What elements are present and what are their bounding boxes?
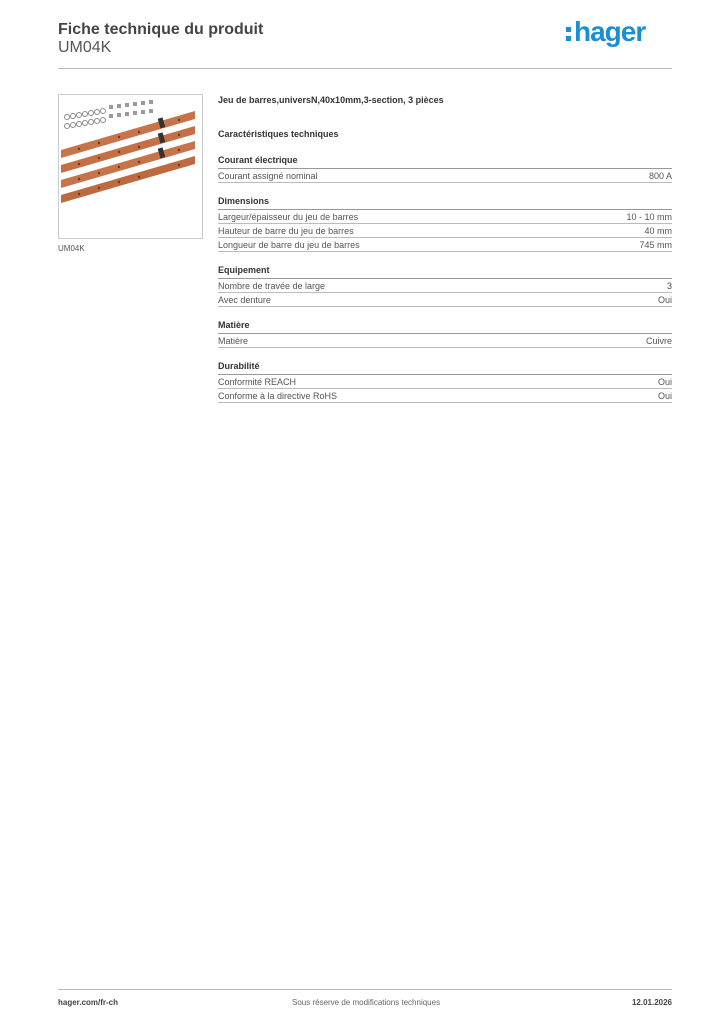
- footer-divider: [58, 989, 672, 990]
- footer-date: 12.01.2026: [631, 998, 672, 1007]
- spec-value: 745 mm: [639, 240, 672, 250]
- spec-label: Longueur de barre du jeu de barres: [218, 240, 360, 250]
- spec-section-dimensions: [218, 196, 672, 252]
- section-title: Durabilité: [218, 361, 672, 375]
- spec-row: [218, 375, 672, 389]
- spec-label: Hauteur de barre du jeu de barres: [218, 226, 354, 236]
- spec-row: [218, 169, 672, 183]
- image-caption: UM04K: [58, 244, 85, 253]
- spec-content: [218, 95, 672, 403]
- spec-value: 3: [666, 281, 672, 291]
- spec-label: Avec denture: [218, 295, 271, 305]
- hager-logo: [566, 15, 645, 49]
- spec-label: Largeur/épaisseur du jeu de barres: [218, 212, 359, 222]
- header-divider: [58, 68, 672, 69]
- section-title: Equipement: [218, 265, 672, 279]
- footer-disclaimer: Sous réserve de modifications techniques: [292, 998, 441, 1007]
- spec-value: Cuivre: [645, 336, 672, 346]
- spec-value: 40 mm: [644, 226, 672, 236]
- spec-label: Courant assigné nominal: [218, 171, 318, 181]
- spec-row: [218, 238, 672, 252]
- spec-row: [218, 224, 672, 238]
- product-description: Jeu de barres,universN,40x10mm,3-section, 3 pièces: [218, 95, 444, 105]
- spec-value: Oui: [657, 295, 672, 305]
- spec-section-matiere: [218, 320, 672, 348]
- spec-row: [218, 389, 672, 403]
- specs-title: Caractéristiques techniques: [218, 129, 339, 139]
- spec-value: 800 A: [648, 171, 672, 181]
- copper-busbar-image: [59, 95, 202, 238]
- spec-row: [218, 210, 672, 224]
- section-title: Courant électrique: [218, 155, 672, 169]
- product-image: [58, 94, 203, 239]
- section-title: Dimensions: [218, 196, 672, 210]
- logo-text: hager: [574, 16, 646, 47]
- header-title: Fiche technique du produit: [58, 21, 264, 38]
- spec-label: Conformité REACH: [218, 377, 297, 387]
- spec-row: [218, 279, 672, 293]
- header-product-code: UM04K: [58, 39, 112, 56]
- spec-value: Oui: [657, 377, 672, 387]
- logo-dots-icon: [566, 24, 572, 44]
- spec-row: [218, 334, 672, 348]
- spec-label: Conforme à la directive RoHS: [218, 391, 338, 401]
- spec-row: [218, 293, 672, 307]
- spec-value: Oui: [657, 391, 672, 401]
- footer-website-link[interactable]: hager.com/fr-ch: [58, 998, 119, 1007]
- spec-section-durabilite: [218, 361, 672, 403]
- spec-section-equipement: [218, 265, 672, 307]
- section-title: Matière: [218, 320, 672, 334]
- spec-section-courant: [218, 155, 672, 183]
- spec-label: Matière: [218, 336, 249, 346]
- spec-value: 10 - 10 mm: [626, 212, 672, 222]
- spec-label: Nombre de travée de large: [218, 281, 326, 291]
